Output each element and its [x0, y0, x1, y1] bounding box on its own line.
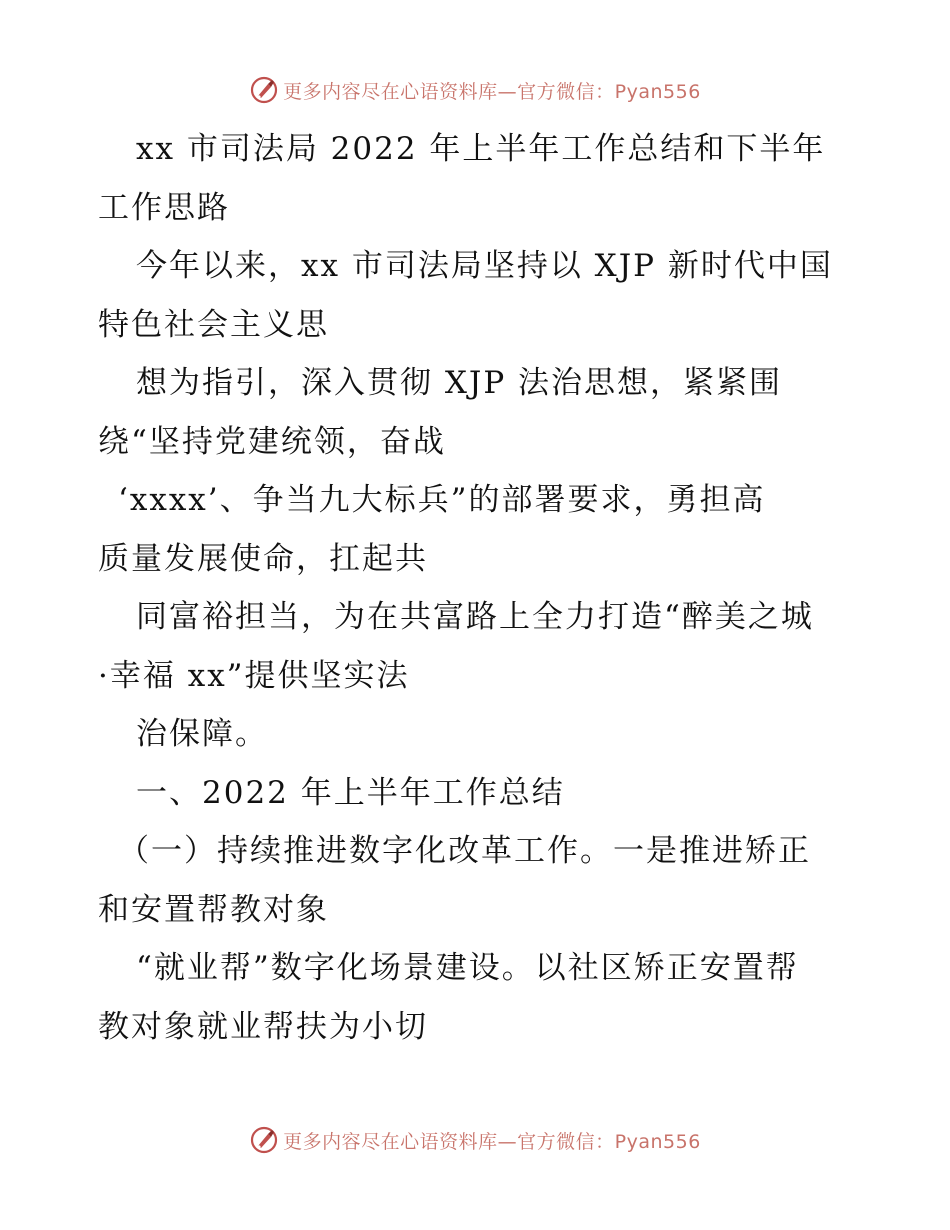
fountain-pen-logo-icon	[249, 75, 279, 105]
fountain-pen-logo-icon	[249, 1125, 279, 1155]
paragraph-line: 想为指引，深入贯彻 XJP 法治思想，紧紧围	[136, 365, 783, 401]
paragraph-line: 和安置帮教对象	[98, 891, 329, 928]
paragraph-line: ·幸福 xx”提供坚实法	[98, 657, 410, 694]
header-banner	[0, 72, 950, 108]
paragraph-line: 质量发展使命，扛起共	[98, 540, 428, 577]
paragraph-line: 绕“坚持党建统领，奋战	[98, 423, 446, 460]
paragraph-line: “就业帮”数字化场景建设。以社区矫正安置帮	[136, 950, 799, 986]
document-body	[98, 120, 858, 1056]
paragraph-line: 同富裕担当，为在共富路上全力打造“醉美之城	[136, 599, 814, 635]
paragraph-line: 特色社会主义思	[98, 306, 329, 343]
section-heading: 一、2022 年上半年工作总结	[136, 774, 565, 811]
document-title-line-2: 工作思路	[98, 189, 230, 226]
paragraph-line: 教对象就业帮扶为小切	[98, 1008, 428, 1045]
paragraph-line: ‘xxxx’、争当九大标兵”的部署要求，勇担高	[118, 482, 766, 518]
document-title-line-1: xx 市司法局 2022 年上半年工作总结和下半年	[136, 131, 826, 167]
paragraph-line: 今年以来，xx 市司法局坚持以 XJP 新时代中国	[136, 248, 833, 284]
subsection-heading: （一）持续推进数字化改革工作。一是推进矫正	[118, 833, 811, 869]
paragraph-line: 治保障。	[136, 716, 268, 752]
footer-banner-text: 更多内容尽在心语资料库—官方微信：Pyan556	[283, 1130, 701, 1153]
header-banner-text: 更多内容尽在心语资料库—官方微信：Pyan556	[283, 80, 701, 103]
footer-banner	[0, 1122, 950, 1158]
